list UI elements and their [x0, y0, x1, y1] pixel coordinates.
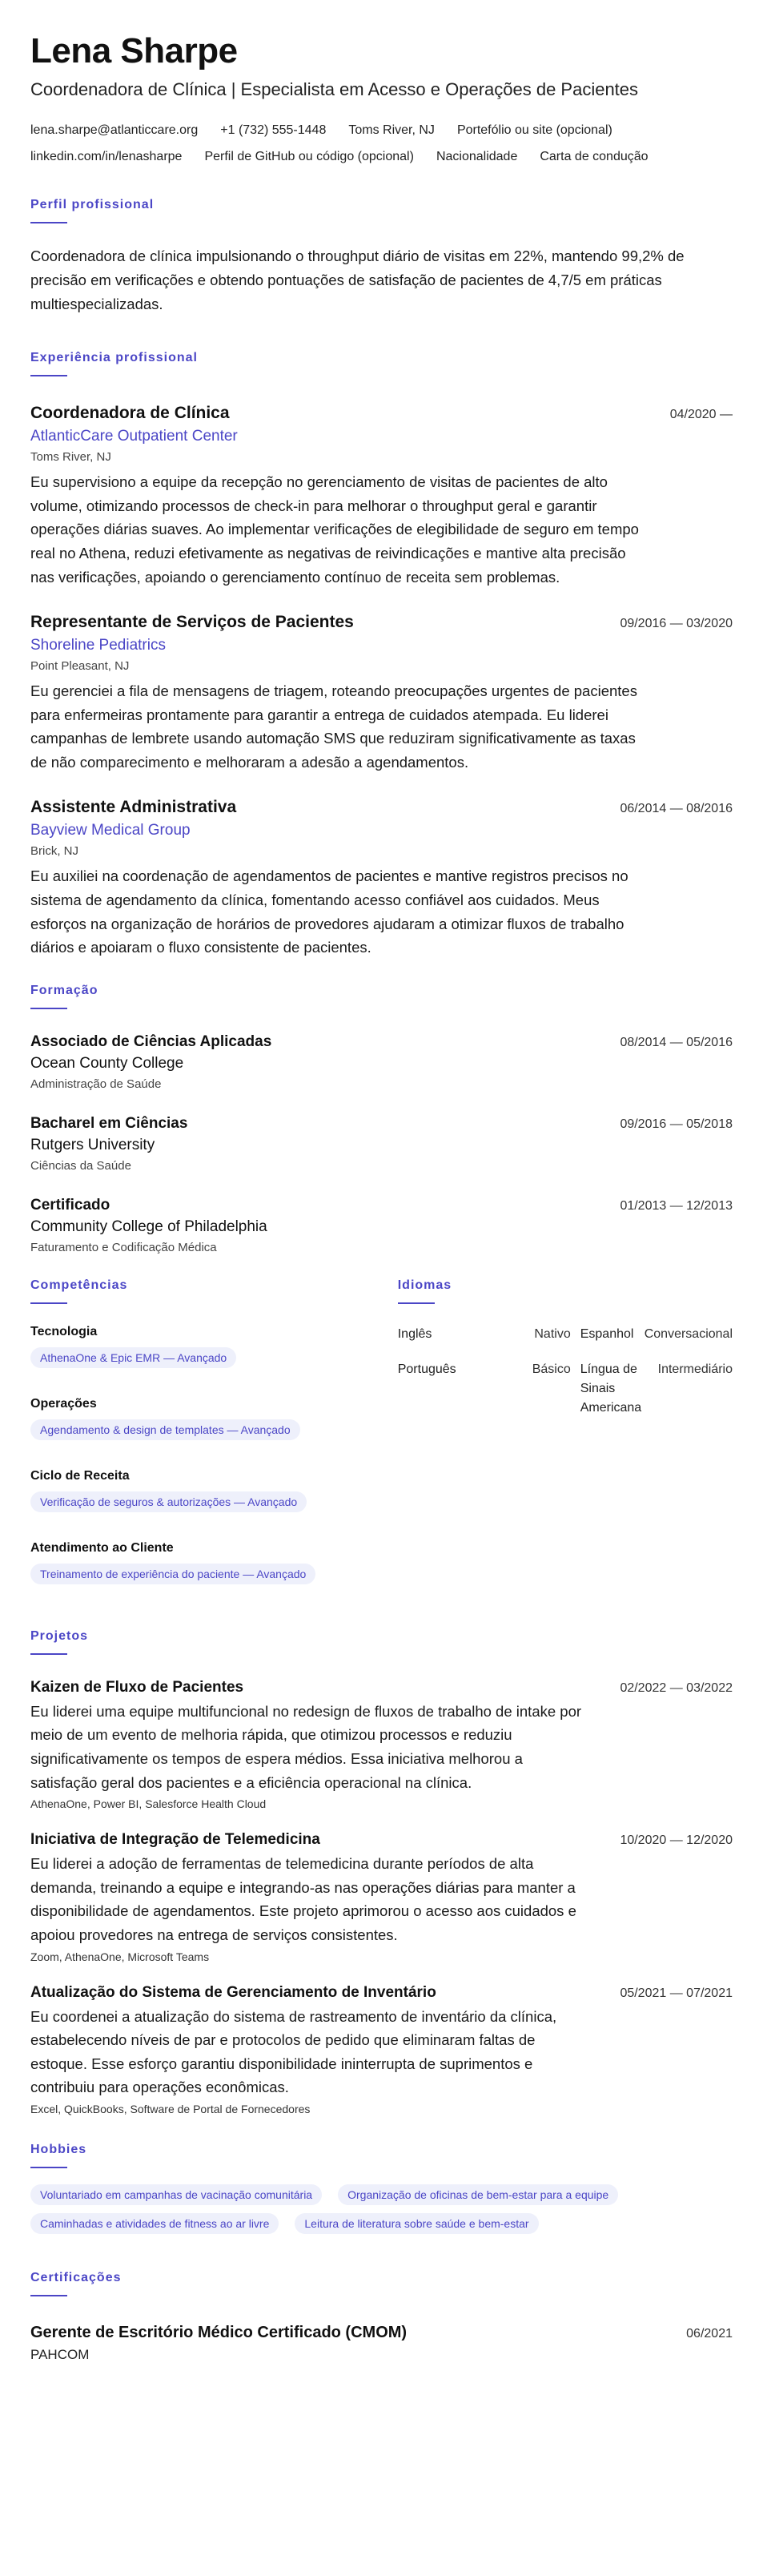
- hobby-list: [30, 2184, 733, 2242]
- job-title: Coordenadora de Clínica: [30, 404, 230, 423]
- section-divider: [30, 1302, 67, 1304]
- section-title-hobbies: Hobbies: [30, 2142, 87, 2156]
- language-name: Espanhol: [580, 1326, 634, 1341]
- language-row: [398, 1360, 733, 1418]
- experience-entry: [30, 798, 733, 959]
- project-date: 10/2020 — 12/2020: [620, 1833, 733, 1848]
- language-name: Língua de Sinais Americana: [580, 1362, 642, 1415]
- experience-entry: [30, 404, 733, 589]
- contact-email[interactable]: lena.sharpe@atlanticcare.org: [30, 123, 199, 137]
- experience-section: [30, 351, 733, 960]
- hobby-pill: Voluntariado em campanhas de vacinação comunitária: [30, 2184, 322, 2205]
- project-name: Atualização do Sistema de Gerenciamento de Inventário: [30, 1983, 436, 2001]
- skill-pill: Verificação de seguros & autorizações — Avançado: [30, 1491, 307, 1512]
- skill-group: [30, 1397, 398, 1448]
- section-title-certifications: Certificações: [30, 2270, 122, 2284]
- projects-section: [30, 1629, 733, 2115]
- contact-portfolio[interactable]: Portefólio ou site (opcional): [456, 123, 612, 137]
- project-tech: AthenaOne, Power BI, Salesforce Health Cloud: [30, 1797, 267, 1811]
- hobbies-section: [30, 2143, 733, 2242]
- project-date: 02/2022 — 03/2022: [620, 1680, 733, 1695]
- project-name: Kaizen de Fluxo de Pacientes: [30, 1678, 244, 1696]
- skill-category: Atendimento ao Cliente: [30, 1540, 174, 1555]
- skill-group: [30, 1469, 398, 1520]
- job-date: 06/2014 — 08/2016: [620, 802, 733, 816]
- certification-name: Gerente de Escritório Médico Certificado (CMOM): [30, 2323, 408, 2341]
- degree-date: 08/2014 — 05/2016: [620, 1035, 733, 1049]
- contact-github[interactable]: Perfil de GitHub ou código (opcional): [204, 150, 414, 164]
- skills-section: [30, 1278, 398, 1613]
- section-title-languages: Idiomas: [397, 1278, 452, 1292]
- hobby-pill: Organização de oficinas de bem-estar para a equipe: [338, 2184, 618, 2205]
- project-description: Eu coordenei a atualização do sistema de rastreamento de inventário da clínica, estabelecendo níveis de par e protocolos de pedido que eliminaram faltas de estoque. Esse esforço garantiu disponibilidade ininterrupta de suprimentos e contribuiu para operações econômicas.: [30, 2007, 557, 2096]
- skill-category: Ciclo de Receita: [30, 1468, 130, 1483]
- project-date: 05/2021 — 07/2021: [620, 1986, 733, 2000]
- job-employer: AtlanticCare Outpatient Center: [30, 428, 238, 445]
- section-divider: [30, 2167, 67, 2168]
- certification-date: 06/2021: [686, 2326, 733, 2341]
- contact-driving-license: Carta de condução: [540, 150, 649, 164]
- contact-list: [30, 123, 733, 175]
- skill-category: Tecnologia: [30, 1324, 98, 1338]
- certifications-section: [30, 2271, 733, 2363]
- degree-title: Bacharel em Ciências: [30, 1114, 188, 1132]
- education-entry: [30, 1197, 733, 1254]
- certification-issuer: PAHCOM: [30, 2346, 90, 2362]
- languages-section: [398, 1278, 733, 1613]
- section-title-projects: Projetos: [30, 1628, 89, 1643]
- project-description: Eu liderei a adoção de ferramentas de telemedicina durante períodos de alta demanda, treinando a equipe e integrando-as nas operações diárias para manter a disponibilidade de agendamentos. Este projeto aprimorou o acesso aos cuidados e apoiou provedores na entrega de serviços consistentes.: [30, 1855, 576, 1944]
- project-name: Iniciativa de Integração de Telemedicina: [30, 1831, 320, 1849]
- experience-entry: [30, 613, 733, 774]
- project-tech: Excel, QuickBooks, Software de Portal de Fornecedores: [30, 2102, 311, 2115]
- skill-group: [30, 1325, 398, 1376]
- project-description: Eu liderei uma equipe multifuncional no redesign de fluxos de trabalho de intake por meio de um evento de melhoria rápida, que otimizou processos e reduziu significativamente os tempos de espera médios. Essa iniciativa melhorou a satisfação geral dos pacientes e a eficiência operacional na clínica.: [30, 1702, 582, 1791]
- job-date: 09/2016 — 03/2020: [620, 617, 733, 631]
- education-entry: [30, 1033, 733, 1091]
- project-entry: [30, 1679, 733, 1810]
- section-title-education: Formação: [30, 983, 98, 997]
- skill-pill: AthenaOne & Epic EMR — Avançado: [30, 1347, 236, 1368]
- profile-section: [30, 198, 733, 316]
- job-description: Eu supervisiono a equipe da recepção no gerenciamento de visitas de pacientes de alto volume, otimizando processos de check-in para melhorar o throughput geral e garantir operações diárias suaves. Ao implementar verificações de elegibilidade de seguro em tempo real no Athena, reduzi efetivamente as negativas de reivindicações e mantive alta precisão nas verificações, apoiando o gerenciamento contínuo de receita sem problemas.: [30, 473, 639, 586]
- job-description: Eu auxiliei na coordenação de agendamentos de pacientes e mantive registros precisos no sistema de agendamento da clínica, fomentando acesso confiável aos cuidados. Meus esforços na organização de horários de provedores ajudaram a otimizar fluxos de trabalho diários e apoiaram o fluxo consistente de pacientes.: [30, 867, 628, 956]
- contact-nationality: Nacionalidade: [436, 150, 518, 164]
- candidate-name: Lena Sharpe: [30, 31, 238, 70]
- section-title-experience: Experiência profissional: [30, 351, 198, 365]
- degree-title: Certificado: [30, 1196, 110, 1214]
- contact-phone[interactable]: +1 (732) 555-1448: [220, 123, 327, 137]
- section-divider: [30, 375, 67, 376]
- degree-date: 01/2013 — 12/2013: [620, 1198, 733, 1213]
- job-title: Representante de Serviços de Pacientes: [30, 613, 354, 632]
- education-section: [30, 984, 733, 1254]
- hobby-pill: Caminhadas e atividades de fitness ao ar livre: [30, 2213, 279, 2234]
- education-entry: [30, 1115, 733, 1173]
- field-of-study: Administração de Saúde: [30, 1077, 162, 1091]
- school-name: Community College of Philadelphia: [30, 1218, 267, 1235]
- job-location: Point Pleasant, NJ: [30, 659, 130, 674]
- certification-entry: [30, 2324, 733, 2363]
- skill-group: [30, 1541, 398, 1592]
- section-divider: [30, 222, 67, 223]
- language-name: Inglês: [397, 1326, 432, 1341]
- contact-linkedin[interactable]: linkedin.com/in/lenasharpe: [30, 150, 183, 164]
- project-tech: Zoom, AthenaOne, Microsoft Teams: [30, 1950, 210, 1963]
- degree-date: 09/2016 — 05/2018: [620, 1117, 733, 1131]
- language-row: [398, 1325, 733, 1344]
- field-of-study: Ciências da Saúde: [30, 1158, 131, 1173]
- language-level: Básico: [532, 1362, 571, 1376]
- job-description: Eu gerenciei a fila de mensagens de triagem, roteando preocupações urgentes de pacientes para enfermeiras prontamente para garantir a entrega de cuidados atempada. Eu liderei campanhas de lembrete usando automação SMS que reduziram significativamente as taxas de não comparecimento e melhoraram a adesão a agendamentos.: [30, 682, 637, 771]
- school-name: Ocean County College: [30, 1054, 184, 1072]
- language-name: Português: [397, 1362, 456, 1376]
- section-title-profile: Perfil profissional: [30, 198, 155, 212]
- section-divider: [30, 1653, 67, 1655]
- section-divider: [30, 1008, 67, 1009]
- degree-title: Associado de Ciências Aplicadas: [30, 1032, 272, 1050]
- school-name: Rutgers University: [30, 1136, 155, 1153]
- job-employer: Bayview Medical Group: [30, 822, 191, 839]
- job-location: Brick, NJ: [30, 844, 78, 859]
- skill-pill: Treinamento de experiência do paciente — Avançado: [30, 1564, 315, 1584]
- language-level: Nativo: [534, 1326, 571, 1341]
- section-divider: [398, 1302, 435, 1304]
- job-date: 04/2020 —: [669, 408, 733, 422]
- candidate-headline: Coordenadora de Clínica | Especialista em Acesso e Operações de Pacientes: [30, 79, 639, 100]
- skill-pill: Agendamento & design de templates — Avançado: [30, 1419, 300, 1440]
- language-level: Conversacional: [644, 1326, 733, 1341]
- job-location: Toms River, NJ: [30, 450, 111, 465]
- profile-summary: Coordenadora de clínica impulsionando o throughput diário de visitas em 22%, mantendo 99,2% de precisão em verificações e obtendo pontuações de satisfação de pacientes de 4,7/5 em práticas multiespecializadas.: [30, 248, 685, 312]
- skills-languages-row: [30, 1278, 733, 1613]
- job-title: Assistente Administrativa: [30, 798, 237, 817]
- project-entry: [30, 1984, 733, 2115]
- section-divider: [30, 2295, 67, 2296]
- project-entry: [30, 1831, 733, 1962]
- field-of-study: Faturamento e Codificação Médica: [30, 1240, 217, 1254]
- hobby-pill: Leitura de literatura sobre saúde e bem-estar: [295, 2213, 538, 2234]
- section-title-skills: Competências: [30, 1278, 128, 1292]
- skill-category: Operações: [30, 1396, 97, 1411]
- contact-location: Toms River, NJ: [348, 123, 435, 137]
- language-level: Intermediário: [657, 1362, 733, 1376]
- resume-header: [30, 32, 733, 175]
- job-employer: Shoreline Pediatrics: [30, 637, 166, 654]
